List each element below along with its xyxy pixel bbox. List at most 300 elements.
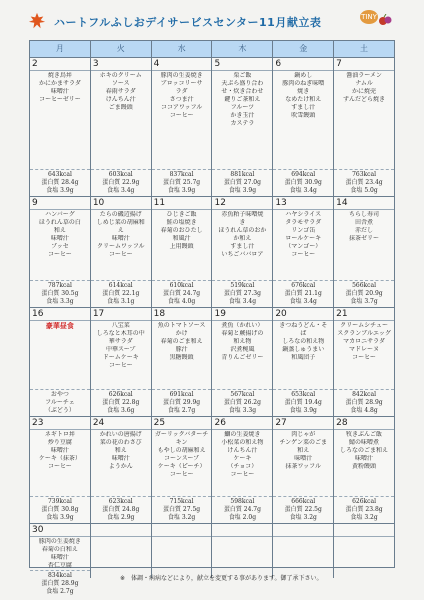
- menu-item: 吹雪饅頭: [291, 112, 316, 119]
- nutrition-line: 蛋白質 24.7g: [163, 290, 201, 297]
- day-cell: [273, 417, 334, 523]
- nutrition-line: 566kcal: [352, 282, 377, 289]
- menu-item: いちごババロア: [221, 251, 264, 258]
- menu-item: 鮭の塩焼き: [166, 219, 197, 226]
- menu-item: ケーキ（ピーチ）: [157, 463, 206, 470]
- nutrition-line: 食塩 3.4g: [228, 298, 257, 305]
- menu-item: 杏仁豆腐: [47, 562, 72, 569]
- nutrition-line: 蛋白質 22.8g: [102, 399, 140, 406]
- day-number: [152, 524, 212, 537]
- menu-item: 醤油ラーメン: [346, 72, 382, 79]
- menu-item: かに焼売: [352, 88, 377, 95]
- day-number: 11: [152, 197, 212, 210]
- day-number: 13: [273, 197, 333, 210]
- nutrition-line: 食塩 3.9g: [228, 187, 257, 194]
- weekday-header: [30, 41, 394, 58]
- day-cell: [273, 197, 334, 307]
- nutrition-info: [91, 280, 151, 307]
- menu-item: 味噌汁: [50, 554, 69, 561]
- menu-item: ナムル: [355, 80, 373, 87]
- menu-item: クリームワッフル: [97, 243, 145, 250]
- menu-item: 菜の花のわさび: [99, 439, 142, 446]
- menu-item: ケーキ: [233, 455, 252, 462]
- menu-item: 和え: [114, 447, 127, 454]
- day-cell: [334, 417, 394, 523]
- nutrition-line: 食塩 3.6g: [107, 407, 135, 414]
- menu-items: [273, 321, 333, 389]
- menu-item: きつねうどん・そ: [279, 322, 328, 329]
- nutrition-line: 食塩 3.9g: [46, 514, 74, 521]
- nutrition-line: 食塩 3.1g: [107, 298, 135, 305]
- menu-item: ケーキ（抹茶）: [38, 455, 81, 462]
- menu-item: マカロニサラダ: [343, 338, 386, 345]
- menu-item: クリームシチュー: [340, 322, 388, 329]
- fruit-icon: [378, 14, 392, 26]
- nutrition-line: 881kcal: [230, 171, 255, 178]
- nutrition-line: 蛋白質 26.2g: [223, 399, 261, 406]
- menu-item: カステラ: [230, 120, 255, 127]
- day-number: 2: [30, 58, 90, 71]
- nutrition-line: 614kcal: [108, 282, 133, 289]
- menu-item: ブロッコリーサ: [160, 80, 203, 87]
- nutrition-line: 蛋白質 24.8g: [102, 506, 140, 513]
- menu-items: [152, 430, 212, 496]
- menu-items: [212, 537, 272, 578]
- day-cell: [212, 58, 273, 196]
- day-cell: [30, 58, 91, 196]
- nutrition-info: [152, 280, 212, 307]
- nutrition-line: 蛋白質 28.9g: [345, 399, 383, 406]
- day-cell: [212, 308, 273, 416]
- nutrition-line: おやつ: [50, 391, 69, 398]
- nutrition-line: 763kcal: [352, 171, 377, 178]
- menu-item: ひじきご飯: [166, 211, 197, 218]
- nutrition-info: [273, 169, 333, 196]
- nutrition-line: 626kcal: [108, 391, 133, 398]
- menu-item: けんちん汁: [227, 447, 258, 454]
- day-number: 5: [212, 58, 272, 71]
- menu-item: 和え: [297, 447, 310, 454]
- menu-item: もやしの胡麻和え: [157, 447, 206, 454]
- menu-item: 抹茶ゼリー: [349, 235, 380, 242]
- menu-item: ハンバーグ: [45, 211, 75, 218]
- nutrition-info: [273, 496, 333, 523]
- menu-item: 八宝菜: [111, 322, 130, 329]
- menu-item: かけ: [175, 330, 188, 337]
- day-number: 10: [91, 197, 151, 210]
- menu-item: タラモサラダ: [285, 219, 322, 226]
- menu-item: え: [117, 227, 124, 234]
- nutrition-info: [212, 280, 272, 307]
- nutrition-line: 蛋白質 29.9g: [163, 399, 201, 406]
- menu-item: コーヒー: [108, 251, 133, 258]
- menu-item: 春菊と蕨揚げの: [221, 330, 264, 337]
- menu-items: [152, 537, 212, 578]
- day-cell: [273, 308, 334, 416]
- menu-items: [91, 537, 151, 578]
- menu-item: コーヒー: [108, 362, 133, 369]
- nutrition-info: [212, 496, 272, 523]
- menu-items: [91, 210, 151, 280]
- menu-item: 和え: [53, 227, 66, 234]
- nutrition-line: 食塩 3.2g: [289, 514, 317, 521]
- menu-item: 沢煮椀風: [230, 346, 255, 353]
- day-cell: [334, 524, 394, 578]
- menu-item: 春菊のおひたし: [160, 227, 203, 234]
- menu-item: 味噌汁: [111, 235, 130, 242]
- menu-item: 味噌汁: [294, 455, 313, 462]
- day-cell: [91, 308, 152, 416]
- nutrition-line: 食塩 3.4g: [289, 187, 317, 194]
- menu-items: [273, 71, 333, 169]
- menu-items: [91, 321, 151, 389]
- menu-item: 味噌汁: [50, 235, 69, 242]
- menu-items: [30, 71, 90, 169]
- day-number: 3: [91, 58, 151, 71]
- menu-item: 春菊の白和え: [41, 546, 78, 553]
- day-cell: [91, 197, 152, 307]
- nutrition-info: [212, 389, 272, 416]
- day-cell: [212, 417, 273, 523]
- day-cell: [30, 197, 91, 307]
- nutrition-line: 食塩 3.2g: [350, 514, 378, 521]
- week-row: [30, 197, 394, 308]
- nutrition-info: [30, 496, 90, 523]
- nutrition-info: [334, 169, 394, 196]
- weekday-label: 土: [360, 44, 369, 53]
- nutrition-line: 834kcal: [47, 572, 72, 579]
- nutrition-line: 蛋白質 22.1g: [102, 290, 140, 297]
- nutrition-line: 食塩 2.0g: [228, 514, 257, 521]
- day-cell: [212, 197, 273, 307]
- nutrition-line: 567kcal: [230, 391, 255, 398]
- menu-item: スクランブルエッグ: [337, 330, 391, 337]
- menu-item: リンゴ缶: [291, 227, 316, 234]
- nutrition-line: 食塩 4.0g: [167, 298, 196, 305]
- day-cell: [30, 308, 91, 416]
- day-cell: [152, 197, 213, 307]
- nutrition-info: [334, 496, 394, 523]
- footer-note: ※ 体調・病病などにより，献立を変更する事があります。御了承下さい。: [120, 575, 323, 582]
- menu-item: さつま汁: [169, 96, 194, 103]
- day-cell: [334, 58, 394, 196]
- nutrition-info: [273, 389, 333, 416]
- menu-item: 中華スープ: [106, 346, 136, 353]
- menu-item: 鍋めし: [294, 72, 313, 79]
- nutrition-line: 623kcal: [108, 498, 133, 505]
- day-cell: [152, 58, 213, 196]
- menu-items: [334, 71, 394, 169]
- menu-item: 焼き鳥丼: [47, 72, 72, 79]
- menu-item: 味噌汁: [50, 447, 69, 454]
- menu-item: チンゲン菜のごま: [279, 439, 327, 446]
- menu-item: コーヒー: [48, 463, 72, 470]
- day-number: 24: [91, 417, 151, 430]
- menu-item: 鍋蒸しゅうまい: [282, 346, 325, 353]
- menu-item: 春雨サラダ: [105, 88, 136, 95]
- day-number: 17: [91, 308, 151, 321]
- menu-item: か和え: [233, 235, 252, 242]
- menu-item: 上用饅頭: [169, 243, 194, 250]
- menu-item: 春菊のごま和え: [160, 338, 203, 345]
- nutrition-line: 626kcal: [352, 498, 377, 505]
- menu-items: [273, 210, 333, 280]
- day-number: 19: [212, 308, 272, 321]
- menu-item: 豪華昼食: [45, 322, 74, 330]
- nutrition-line: 蛋白質 23.4g: [345, 179, 383, 186]
- week-row: [30, 308, 394, 417]
- day-number: 20: [273, 308, 333, 321]
- day-number: 14: [334, 197, 394, 210]
- menu-item: ハヤシライス: [285, 211, 322, 218]
- day-number: [334, 524, 394, 537]
- day-number: 26: [212, 417, 272, 430]
- nutrition-line: 食塩 4.8g: [350, 407, 378, 414]
- nutrition-line: 蛋白質 23.8g: [345, 506, 383, 513]
- nutrition-line: 食塩 2.9g: [107, 514, 135, 521]
- menu-item: 豚肉のねぎ味噌: [282, 80, 325, 87]
- menu-item: （チョコ）: [227, 463, 258, 470]
- weekday-label: 水: [152, 41, 213, 57]
- menu-items: [152, 71, 212, 169]
- day-cell: [91, 417, 152, 523]
- nutrition-line: 食塩 3.4g: [107, 187, 135, 194]
- menu-items: [212, 71, 272, 169]
- menu-item: 小松菜の和え物: [221, 439, 264, 446]
- weekday-label: 火: [91, 41, 152, 57]
- nutrition-line: 610kcal: [169, 282, 194, 289]
- nutrition-line: 691kcal: [169, 391, 194, 398]
- page-header: [22, 6, 402, 34]
- menu-items: [273, 537, 333, 578]
- day-cell: [152, 417, 213, 523]
- nutrition-line: 694kcal: [291, 171, 316, 178]
- menu-item: ソース: [111, 80, 130, 87]
- menu-item: 豚肉の生姜焼き: [38, 538, 81, 545]
- day-number: 6: [273, 58, 333, 71]
- maple-leaf-icon: [28, 12, 46, 30]
- day-cell: [273, 524, 334, 578]
- menu-item: 豚肉の生姜焼き: [160, 72, 203, 79]
- nutrition-line: 842kcal: [352, 391, 377, 398]
- menu-item: ちらし寿司: [349, 211, 380, 218]
- menu-item: 味噌汁: [50, 88, 69, 95]
- menu-items: [334, 210, 394, 280]
- day-cell: [30, 417, 91, 523]
- menu-item: しろなの和え物: [282, 338, 325, 345]
- nutrition-line: 食塩 3.2g: [167, 514, 196, 521]
- day-cell: [152, 308, 213, 416]
- day-number: 4: [152, 58, 212, 71]
- menu-item: ガーリックバターチ: [154, 431, 209, 438]
- menu-item: フルーツ: [230, 104, 255, 111]
- menu-item: 焼き: [297, 88, 310, 95]
- day-number: [273, 524, 333, 537]
- nutrition-line: 蛋白質 28.9g: [41, 580, 79, 587]
- day-cell: [334, 308, 394, 416]
- nutrition-line: 蛋白質 24.7g: [223, 506, 261, 513]
- nutrition-line: 676kcal: [291, 282, 316, 289]
- nutrition-info: [273, 280, 333, 307]
- day-cell: [273, 58, 334, 196]
- menu-item: 栗ご飯: [233, 72, 252, 79]
- menu-item: プッセ: [51, 243, 69, 250]
- nutrition-line: 蛋白質 22.9g: [102, 179, 140, 186]
- day-cell: [91, 524, 152, 578]
- nutrition-line: 蛋白質 25.7g: [163, 179, 201, 186]
- nutrition-info: [30, 570, 90, 597]
- nutrition-line: 787kcal: [47, 282, 72, 289]
- menu-items: [30, 210, 90, 280]
- menu-items: [152, 210, 212, 280]
- menu-item: マドレーヌ: [349, 346, 380, 353]
- menu-item: 味噌汁: [355, 455, 374, 462]
- day-number: 27: [273, 417, 333, 430]
- nutrition-line: 蛋白質 27.5g: [163, 506, 201, 513]
- nutrition-line: 739kcal: [47, 498, 72, 505]
- day-number: [91, 524, 151, 537]
- nutrition-line: 蛋白質 20.9g: [345, 290, 383, 297]
- menu-items: [334, 537, 394, 578]
- nutrition-info: [30, 389, 90, 416]
- day-number: 7: [334, 58, 394, 71]
- menu-item: 魚のトマトソース: [157, 322, 206, 329]
- nutrition-line: 食塩 3.7g: [350, 298, 378, 305]
- menu-item: 和風汁: [172, 235, 191, 242]
- nutrition-line: 666kcal: [291, 498, 316, 505]
- nutrition-info: [30, 280, 90, 307]
- menu-item: ほうれん草の白: [38, 219, 81, 226]
- nutrition-line: 蛋白質 22.5g: [284, 506, 322, 513]
- menu-item: ホキのクリーム: [99, 72, 142, 79]
- menu-item: 豚汁: [175, 346, 188, 353]
- menu-item: かき玉汁: [230, 112, 255, 119]
- day-number: 16: [30, 308, 90, 321]
- menu-item: コーヒー: [169, 112, 194, 119]
- nutrition-line: 蛋白質 27.0g: [223, 179, 261, 186]
- menu-item: 青りんごゼリー: [221, 354, 264, 361]
- menu-item: たらの磯辺揚げ: [99, 211, 142, 218]
- menu-items: [91, 71, 151, 169]
- menu-item: ドームケーキ: [102, 354, 139, 361]
- page-title: ハートフルふしおデイサービスセンター11月献立表: [54, 16, 322, 29]
- menu-items: [30, 537, 90, 570]
- day-number: 30: [30, 524, 90, 537]
- weekday-label: 木: [212, 41, 273, 57]
- nutrition-info: [334, 389, 394, 416]
- day-cell: [30, 524, 91, 595]
- menu-item: せ・炊き合わせ: [221, 88, 264, 95]
- menu-item: しろなと木耳の中: [96, 330, 145, 337]
- nutrition-info: [91, 496, 151, 523]
- nutrition-line: 食塩 3.4g: [289, 298, 317, 305]
- menu-item: 和え物: [233, 338, 252, 345]
- menu-items: [152, 321, 212, 389]
- day-number: 18: [152, 308, 212, 321]
- menu-item: ネギトロ丼: [44, 431, 75, 438]
- day-number: 21: [334, 308, 394, 321]
- menu-item: コーヒー: [169, 471, 194, 478]
- day-number: 12: [212, 197, 272, 210]
- menu-item: 黄粉饅頭: [352, 463, 377, 470]
- nutrition-line: 643kcal: [47, 171, 72, 178]
- menu-item: 赤だし: [355, 227, 374, 234]
- menu-item: ほうれん草のおか: [218, 227, 267, 234]
- nutrition-line: 食塩 2.7g: [46, 588, 74, 595]
- menu-item: キン: [175, 439, 188, 446]
- nutrition-line: 食塩 2.7g: [167, 407, 196, 414]
- menu-item: コーヒーゼリー: [39, 96, 81, 103]
- menu-item: 和風団子: [291, 354, 316, 361]
- menu-item: ごま饅頭: [108, 104, 133, 111]
- menu-items: [273, 430, 333, 496]
- nutrition-line: 蛋白質 28.4g: [41, 179, 79, 186]
- menu-item: 鍵りご茶和え: [224, 96, 261, 103]
- menu-items: [334, 430, 394, 496]
- menu-item: 煮魚（かれい）: [221, 322, 264, 329]
- menu-item: なめたけ和え: [285, 96, 322, 103]
- nutrition-line: 519kcal: [230, 282, 255, 289]
- menu-item: しろなのごま和え: [340, 447, 389, 454]
- nutrition-line: 蛋白質 19.4g: [284, 399, 322, 406]
- nutrition-line: 食塩 3.9g: [289, 407, 317, 414]
- menu-item: 肉じゃが: [291, 431, 316, 438]
- weekday-label: 金: [273, 41, 334, 57]
- nutrition-line: フルーチェ: [45, 399, 75, 406]
- nutrition-line: 食塩 5.0g: [350, 187, 378, 194]
- menu-items: [212, 430, 272, 496]
- menu-item: 鰤の生姜焼き: [224, 431, 261, 438]
- menu-items: [91, 430, 151, 496]
- nutrition-line: 蛋白質 21.1g: [284, 290, 322, 297]
- nutrition-info: [152, 389, 212, 416]
- day-number: 28: [334, 417, 394, 430]
- day-cell: [334, 197, 394, 307]
- menu-item: コーヒー: [48, 251, 72, 258]
- nutrition-line: 715kcal: [169, 498, 194, 505]
- menu-items: [212, 321, 272, 389]
- menu-item: 炒り豆腐: [47, 439, 72, 446]
- menu-item: 華サラダ: [108, 338, 133, 345]
- menu-item: 牧きぶんご飯: [346, 431, 383, 438]
- menu-item: （マンゴー）: [285, 243, 322, 250]
- menu-item: 黒糖饅頭: [169, 354, 194, 361]
- nutrition-info: [152, 496, 212, 523]
- menu-item: コーンスープ: [164, 455, 200, 462]
- nutrition-line: 653kcal: [291, 391, 316, 398]
- nutrition-info: [30, 169, 90, 196]
- menu-item: コーヒー: [291, 251, 316, 258]
- week-row: [30, 58, 394, 197]
- menu-items: [30, 321, 90, 389]
- menu-item: コーヒー: [352, 354, 376, 361]
- nutrition-line: 837kcal: [169, 171, 194, 178]
- menu-item: 抹茶ワッフル: [285, 463, 321, 470]
- nutrition-line: 598kcal: [230, 498, 255, 505]
- nutrition-info: [91, 169, 151, 196]
- weekday-label: 月: [30, 41, 91, 57]
- menu-item: 田舎煮: [355, 219, 374, 226]
- menu-item: 天ぷら盛り合わ: [221, 80, 264, 87]
- nutrition-line: 食塩 3.3g: [46, 298, 74, 305]
- nutrition-line: 食塩 3.9g: [46, 187, 74, 194]
- nutrition-info: [212, 169, 272, 196]
- menu-item: ずんだどら焼き: [343, 96, 386, 103]
- logo-badge: TINY: [360, 10, 378, 24]
- nutrition-line: 603kcal: [108, 171, 133, 178]
- menu-item: かれいの唐揚げ: [99, 431, 142, 438]
- nutrition-line: 蛋白質 27.3g: [223, 290, 261, 297]
